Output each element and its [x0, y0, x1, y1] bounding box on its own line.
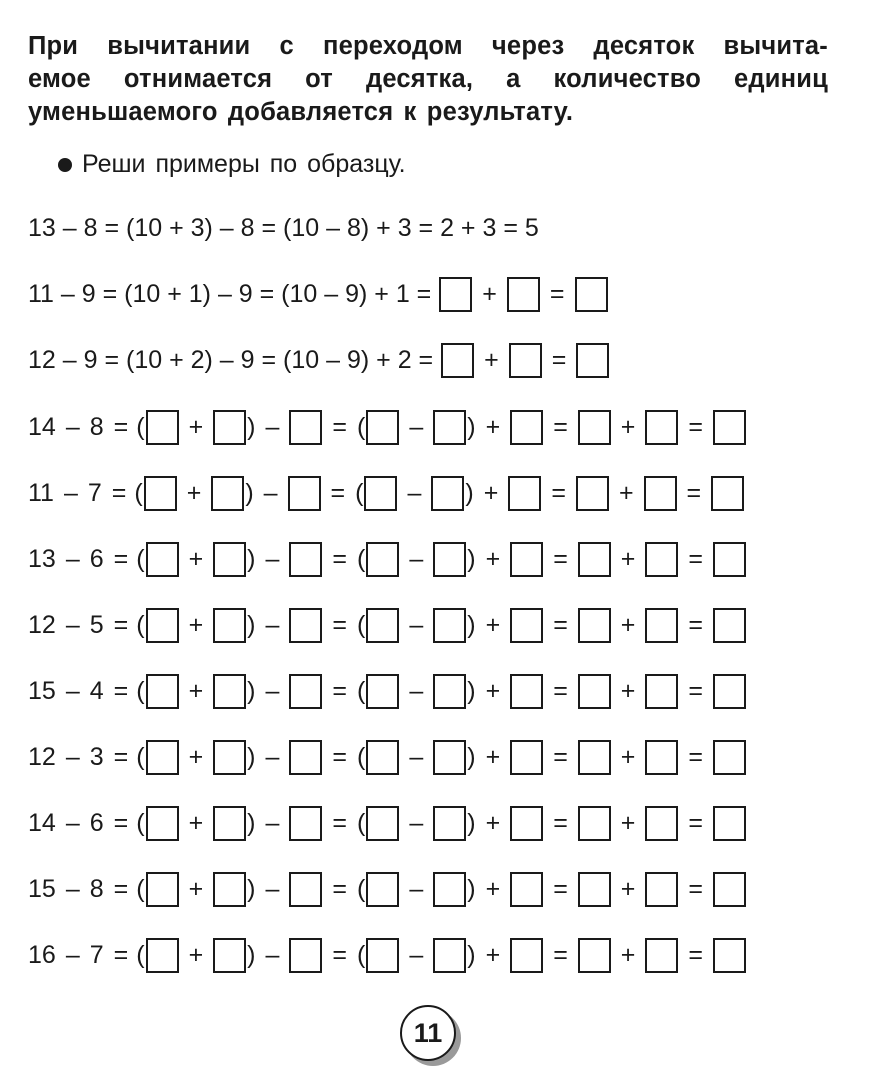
plus-sign: +: [485, 412, 501, 441]
minus-sign: –: [65, 874, 80, 903]
equals-sign: =: [553, 940, 568, 969]
open-paren: (: [136, 940, 145, 969]
plus-sign: +: [485, 808, 501, 837]
minus-sign: –: [409, 544, 424, 573]
answer-box[interactable]: [645, 410, 678, 445]
answer-box[interactable]: [510, 608, 543, 643]
minuend: 15: [28, 874, 56, 903]
equals-sign: =: [553, 544, 568, 573]
open-paren: (: [136, 412, 145, 441]
equals-sign: =: [688, 808, 704, 837]
answer-box[interactable]: [146, 674, 179, 709]
subtrahend: 7: [89, 940, 104, 969]
equals-sign: =: [332, 940, 348, 969]
plus-sign: +: [188, 874, 204, 903]
minus-sign: –: [409, 412, 424, 441]
minus-sign: –: [265, 940, 280, 969]
answer-box[interactable]: [289, 674, 322, 709]
answer-box[interactable]: [366, 542, 399, 577]
equals-sign: =: [553, 412, 568, 441]
answer-box[interactable]: [146, 806, 179, 841]
answer-box[interactable]: [213, 608, 246, 643]
open-paren: (: [136, 676, 145, 705]
plus-sign: +: [188, 742, 204, 771]
plus-sign: +: [620, 676, 636, 705]
answer-box[interactable]: [213, 938, 246, 973]
rule-text: [28, 30, 828, 129]
answer-box[interactable]: [509, 343, 542, 378]
equals-sign: =: [686, 478, 702, 507]
answer-box[interactable]: [366, 410, 399, 445]
close-paren: ): [467, 610, 476, 639]
equals-sign: =: [332, 874, 348, 903]
plus-sign: +: [482, 279, 497, 308]
plus-sign: +: [620, 940, 636, 969]
plus-sign: +: [620, 544, 636, 573]
minuend: 14: [28, 808, 56, 837]
answer-box[interactable]: [289, 938, 322, 973]
subtrahend: 6: [89, 544, 104, 573]
equals-sign: =: [113, 610, 129, 639]
answer-box[interactable]: [213, 740, 246, 775]
minuend: 12: [28, 610, 56, 639]
minus-sign: –: [65, 808, 80, 837]
close-paren: ): [467, 676, 476, 705]
answer-box[interactable]: [144, 476, 177, 511]
close-paren: ): [467, 412, 476, 441]
answer-box[interactable]: [510, 938, 543, 973]
partial-row: [28, 338, 609, 382]
equals-sign: =: [688, 874, 704, 903]
answer-box[interactable]: [508, 476, 541, 511]
equals-sign: =: [553, 742, 568, 771]
plus-sign: +: [485, 940, 501, 969]
plus-sign: +: [620, 742, 636, 771]
equals-sign: =: [332, 808, 348, 837]
answer-box[interactable]: [146, 938, 179, 973]
partial-row-prefix: 11 – 9 = (10 + 1) – 9 = (10 – 9) + 1 =: [28, 279, 432, 308]
minus-sign: –: [409, 940, 424, 969]
answer-box[interactable]: [213, 806, 246, 841]
answer-box[interactable]: [575, 277, 608, 312]
exercise-row: [28, 405, 746, 449]
open-paren: (: [357, 544, 366, 573]
answer-box[interactable]: [645, 608, 678, 643]
equals-sign: =: [549, 279, 565, 308]
equals-sign: =: [332, 676, 348, 705]
answer-box[interactable]: [211, 476, 244, 511]
answer-box[interactable]: [213, 674, 246, 709]
answer-box[interactable]: [366, 872, 399, 907]
plus-sign: +: [485, 676, 501, 705]
answer-box[interactable]: [576, 343, 609, 378]
answer-box[interactable]: [146, 410, 179, 445]
exercise-row: [28, 603, 746, 647]
minus-sign: –: [409, 676, 424, 705]
exercise-row: [28, 471, 744, 515]
answer-box[interactable]: [366, 674, 399, 709]
subtrahend: 8: [89, 412, 104, 441]
close-paren: ): [247, 544, 256, 573]
close-paren: ): [245, 478, 254, 507]
equals-sign: =: [332, 544, 348, 573]
bullet-icon: [58, 158, 72, 172]
answer-box[interactable]: [510, 740, 543, 775]
close-paren: ): [465, 478, 474, 507]
exercise-row: [28, 801, 746, 845]
equals-sign: =: [688, 742, 704, 771]
plus-sign: +: [485, 874, 501, 903]
minus-sign: –: [265, 412, 280, 441]
minus-sign: –: [65, 544, 80, 573]
minuend: 13: [28, 544, 56, 573]
answer-box[interactable]: [510, 806, 543, 841]
answer-box[interactable]: [431, 476, 464, 511]
answer-box[interactable]: [576, 476, 609, 511]
answer-box[interactable]: [713, 740, 746, 775]
answer-box[interactable]: [507, 277, 540, 312]
answer-box[interactable]: [146, 608, 179, 643]
exercise-row: [28, 537, 746, 581]
answer-box[interactable]: [433, 410, 466, 445]
subtrahend: 4: [89, 676, 104, 705]
close-paren: ): [247, 742, 256, 771]
partial-row: [28, 272, 608, 316]
equals-sign: =: [113, 940, 129, 969]
answer-box[interactable]: [289, 608, 322, 643]
equals-sign: =: [332, 742, 348, 771]
plus-sign: +: [485, 742, 501, 771]
open-paren: (: [136, 874, 145, 903]
open-paren: (: [357, 808, 366, 837]
open-paren: (: [357, 610, 366, 639]
close-paren: ): [467, 544, 476, 573]
answer-box[interactable]: [578, 740, 611, 775]
answer-box[interactable]: [645, 674, 678, 709]
example-row: [28, 206, 539, 250]
open-paren: (: [357, 742, 366, 771]
minuend: 11: [28, 478, 54, 507]
answer-box[interactable]: [510, 872, 543, 907]
minus-sign: –: [265, 808, 280, 837]
equals-sign: =: [113, 808, 129, 837]
subtrahend: 3: [89, 742, 104, 771]
answer-box[interactable]: [578, 674, 611, 709]
answer-box[interactable]: [578, 872, 611, 907]
answer-box[interactable]: [578, 608, 611, 643]
answer-box[interactable]: [433, 608, 466, 643]
close-paren: ): [247, 610, 256, 639]
minus-sign: –: [65, 610, 80, 639]
minus-sign: –: [409, 610, 424, 639]
answer-box[interactable]: [439, 277, 472, 312]
plus-sign: +: [485, 544, 501, 573]
equals-sign: =: [553, 808, 568, 837]
equals-sign: =: [688, 676, 704, 705]
open-paren: (: [355, 478, 364, 507]
plus-sign: +: [484, 345, 499, 374]
answer-box[interactable]: [289, 872, 322, 907]
equals-sign: =: [111, 478, 127, 507]
minus-sign: –: [265, 610, 280, 639]
answer-box[interactable]: [578, 806, 611, 841]
plus-sign: +: [620, 412, 636, 441]
answer-box[interactable]: [289, 542, 322, 577]
page-number: [400, 1005, 456, 1061]
equals-sign: =: [551, 478, 566, 507]
answer-box[interactable]: [644, 476, 677, 511]
answer-box[interactable]: [645, 542, 678, 577]
open-paren: (: [136, 610, 145, 639]
plus-sign: +: [620, 610, 636, 639]
plus-sign: +: [188, 412, 204, 441]
subtrahend: 5: [89, 610, 104, 639]
answer-box[interactable]: [433, 542, 466, 577]
plus-sign: +: [485, 610, 501, 639]
plus-sign: +: [188, 676, 204, 705]
answer-box[interactable]: [289, 806, 322, 841]
minuend: 12: [28, 742, 56, 771]
subtrahend: 7: [87, 478, 102, 507]
open-paren: (: [136, 742, 145, 771]
close-paren: ): [247, 874, 256, 903]
minus-sign: –: [65, 940, 80, 969]
minus-sign: –: [409, 874, 424, 903]
close-paren: ): [247, 412, 256, 441]
answer-box[interactable]: [578, 542, 611, 577]
equals-sign: =: [553, 610, 568, 639]
minus-sign: –: [63, 478, 78, 507]
minus-sign: –: [265, 742, 280, 771]
answer-box[interactable]: [713, 806, 746, 841]
answer-box[interactable]: [713, 542, 746, 577]
minus-sign: –: [407, 478, 422, 507]
answer-box[interactable]: [713, 938, 746, 973]
answer-box[interactable]: [645, 938, 678, 973]
answer-box[interactable]: [645, 806, 678, 841]
answer-box[interactable]: [366, 806, 399, 841]
answer-box[interactable]: [711, 476, 744, 511]
exercise-row: [28, 867, 746, 911]
equals-sign: =: [332, 412, 348, 441]
answer-box[interactable]: [433, 806, 466, 841]
plus-sign: +: [188, 544, 204, 573]
open-paren: (: [134, 478, 143, 507]
minus-sign: –: [65, 676, 80, 705]
plus-sign: +: [620, 808, 636, 837]
exercise-row: [28, 669, 746, 713]
task-instruction-text: Реши примеры по образцу.: [82, 150, 406, 178]
equals-sign: =: [113, 874, 129, 903]
open-paren: (: [357, 940, 366, 969]
equals-sign: =: [113, 676, 129, 705]
equals-sign: =: [688, 544, 704, 573]
answer-box[interactable]: [213, 410, 246, 445]
answer-box[interactable]: [364, 476, 397, 511]
plus-sign: +: [188, 610, 204, 639]
equals-sign: =: [113, 742, 129, 771]
minus-sign: –: [263, 478, 278, 507]
equals-sign: =: [551, 345, 567, 374]
answer-box[interactable]: [433, 740, 466, 775]
equals-sign: =: [688, 610, 704, 639]
answer-box[interactable]: [713, 674, 746, 709]
answer-box[interactable]: [578, 938, 611, 973]
answer-box[interactable]: [510, 410, 543, 445]
close-paren: ): [467, 874, 476, 903]
rule-line-3: уменьшаемого добавляется к результату.: [28, 98, 574, 126]
open-paren: (: [136, 808, 145, 837]
open-paren: (: [357, 676, 366, 705]
close-paren: ): [467, 940, 476, 969]
answer-box[interactable]: [645, 872, 678, 907]
answer-box[interactable]: [510, 674, 543, 709]
plus-sign: +: [186, 478, 202, 507]
exercise-row: [28, 735, 746, 779]
plus-sign: +: [618, 478, 634, 507]
equals-sign: =: [688, 940, 704, 969]
example-text: 13 – 8 = (10 + 3) – 8 = (10 – 8) + 3 = 2 + 3 = 5: [28, 213, 539, 242]
answer-box[interactable]: [289, 410, 322, 445]
minus-sign: –: [409, 808, 424, 837]
equals-sign: =: [688, 412, 704, 441]
open-paren: (: [357, 874, 366, 903]
answer-box[interactable]: [713, 410, 746, 445]
rule-line-1: При вычитании с переходом через десяток вычита-: [28, 32, 828, 60]
answer-box[interactable]: [510, 542, 543, 577]
close-paren: ): [247, 808, 256, 837]
partial-row-prefix: 12 – 9 = (10 + 2) – 9 = (10 – 9) + 2 =: [28, 345, 434, 374]
task-instruction: [58, 150, 406, 179]
open-paren: (: [136, 544, 145, 573]
minuend: 15: [28, 676, 56, 705]
minus-sign: –: [65, 412, 80, 441]
rule-line-2: емое отнимается от десятка, а количество единиц: [28, 65, 828, 93]
subtrahend: 8: [89, 874, 104, 903]
answer-box[interactable]: [213, 872, 246, 907]
equals-sign: =: [553, 676, 568, 705]
answer-box[interactable]: [366, 608, 399, 643]
answer-box[interactable]: [289, 740, 322, 775]
answer-box[interactable]: [146, 872, 179, 907]
minus-sign: –: [65, 742, 80, 771]
page-number-text: 11: [413, 1017, 443, 1048]
answer-box[interactable]: [433, 872, 466, 907]
plus-sign: +: [188, 808, 204, 837]
close-paren: ): [467, 742, 476, 771]
minuend: 16: [28, 940, 56, 969]
answer-box[interactable]: [366, 740, 399, 775]
answer-box[interactable]: [578, 410, 611, 445]
plus-sign: +: [483, 478, 499, 507]
answer-box[interactable]: [146, 542, 179, 577]
open-paren: (: [357, 412, 366, 441]
answer-box[interactable]: [213, 542, 246, 577]
equals-sign: =: [113, 412, 129, 441]
close-paren: ): [247, 676, 256, 705]
answer-box[interactable]: [433, 938, 466, 973]
equals-sign: =: [330, 478, 346, 507]
answer-box[interactable]: [288, 476, 321, 511]
minus-sign: –: [409, 742, 424, 771]
answer-box[interactable]: [146, 740, 179, 775]
answer-box[interactable]: [645, 740, 678, 775]
plus-sign: +: [620, 874, 636, 903]
equals-sign: =: [553, 874, 568, 903]
answer-box[interactable]: [433, 674, 466, 709]
equals-sign: =: [332, 610, 348, 639]
subtrahend: 6: [89, 808, 104, 837]
equals-sign: =: [113, 544, 129, 573]
minuend: 14: [28, 412, 56, 441]
minus-sign: –: [265, 676, 280, 705]
minus-sign: –: [265, 544, 280, 573]
answer-box[interactable]: [441, 343, 474, 378]
plus-sign: +: [188, 940, 204, 969]
minus-sign: –: [265, 874, 280, 903]
answer-box[interactable]: [713, 608, 746, 643]
exercise-row: [28, 933, 746, 977]
answer-box[interactable]: [366, 938, 399, 973]
close-paren: ): [247, 940, 256, 969]
answer-box[interactable]: [713, 872, 746, 907]
close-paren: ): [467, 808, 476, 837]
